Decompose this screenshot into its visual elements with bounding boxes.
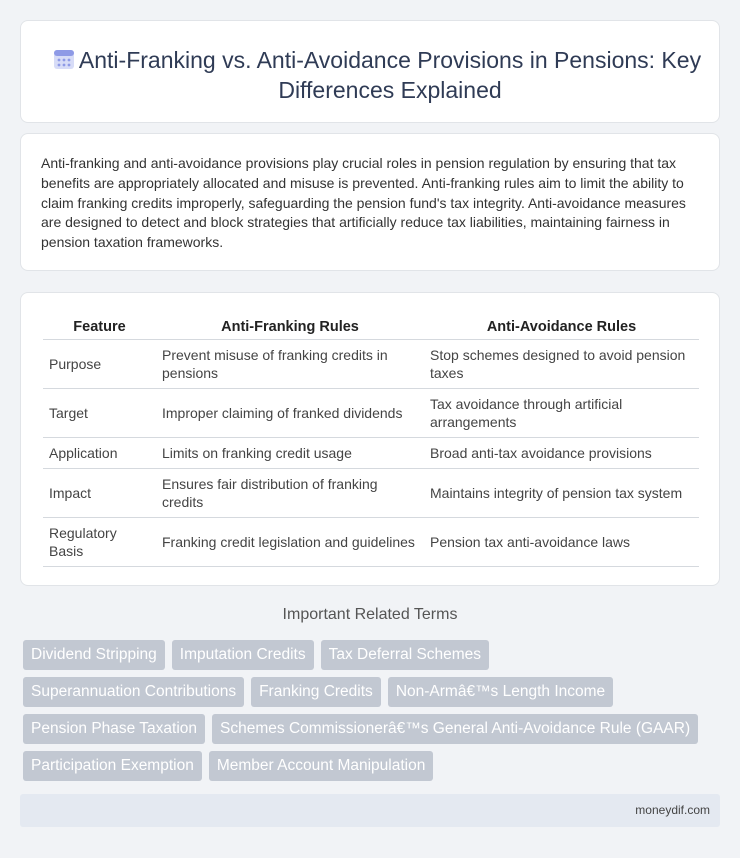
related-term-tag[interactable]: Tax Deferral Schemes xyxy=(321,640,489,670)
tag-row xyxy=(23,714,723,744)
table-cell: Limits on franking credit usage xyxy=(156,438,424,469)
title-card xyxy=(20,20,720,123)
table-cell: Tax avoidance through artificial arrangements xyxy=(424,389,699,438)
table-row xyxy=(43,340,699,389)
comparison-card xyxy=(20,292,720,586)
table-header-row xyxy=(43,315,699,340)
related-term-tag[interactable]: Pension Phase Taxation xyxy=(23,714,205,744)
column-header: Anti-Franking Rules xyxy=(156,315,424,340)
footer xyxy=(20,794,720,827)
related-term-tag[interactable]: Participation Exemption xyxy=(23,751,202,781)
table-cell: Regulatory Basis xyxy=(43,518,156,567)
table-cell: Pension tax anti-avoidance laws xyxy=(424,518,699,567)
column-header: Anti-Avoidance Rules xyxy=(424,315,699,340)
related-term-tag[interactable]: Schemes Commissionerâ€™s General Anti-Avoidance Rule (GAAR) xyxy=(212,714,698,744)
related-term-tag[interactable]: Member Account Manipulation xyxy=(209,751,434,781)
related-term-tag[interactable]: Dividend Stripping xyxy=(23,640,165,670)
related-term-tag[interactable]: Imputation Credits xyxy=(172,640,314,670)
table-cell: Broad anti-tax avoidance provisions xyxy=(424,438,699,469)
table-cell: Stop schemes designed to avoid pension taxes xyxy=(424,340,699,389)
column-header: Feature xyxy=(43,315,156,340)
table-cell: Improper claiming of franked dividends xyxy=(156,389,424,438)
table-cell: Purpose xyxy=(43,340,156,389)
table-cell: Prevent misuse of franking credits in pensions xyxy=(156,340,424,389)
table-row xyxy=(43,469,699,518)
related-terms-heading: Important Related Terms xyxy=(282,606,458,623)
intro-card xyxy=(20,133,720,271)
intro-paragraph: Anti-franking and anti-avoidance provisions play crucial roles in pension regulation by ensuring that tax benefits are appropriately allocated and misuse is prevented. Anti-franking rules aim to limit the ability to claim franking credits improperly, safeguarding the pension fund's tax integrity. Anti-avoidance measures are designed to detect and block strategies that artificially reduce tax liabilities, maintaining fairness in pension taxation frameworks. xyxy=(41,155,686,251)
table-cell: Application xyxy=(43,438,156,469)
tag-row xyxy=(23,677,723,707)
related-term-tag[interactable]: Non-Armâ€™s Length Income xyxy=(388,677,613,707)
tag-row xyxy=(23,751,723,781)
table-cell: Maintains integrity of pension tax system xyxy=(424,469,699,518)
tag-row xyxy=(23,640,723,670)
table-cell: Ensures fair distribution of franking credits xyxy=(156,469,424,518)
page-title: Anti-Franking vs. Anti-Avoidance Provisions in Pensions: Key Differences Explained xyxy=(78,47,702,103)
table-row xyxy=(43,518,699,567)
table-cell: Target xyxy=(43,389,156,438)
footer-site-link[interactable]: moneydif.com xyxy=(635,803,710,817)
table-row xyxy=(43,389,699,438)
related-term-tag[interactable]: Superannuation Contributions xyxy=(23,677,244,707)
table-row xyxy=(43,438,699,469)
comparison-table xyxy=(43,315,699,567)
related-term-tag[interactable]: Franking Credits xyxy=(251,677,381,707)
related-terms-list xyxy=(23,640,723,788)
table-cell: Franking credit legislation and guidelines xyxy=(156,518,424,567)
table-cell: Impact xyxy=(43,469,156,518)
